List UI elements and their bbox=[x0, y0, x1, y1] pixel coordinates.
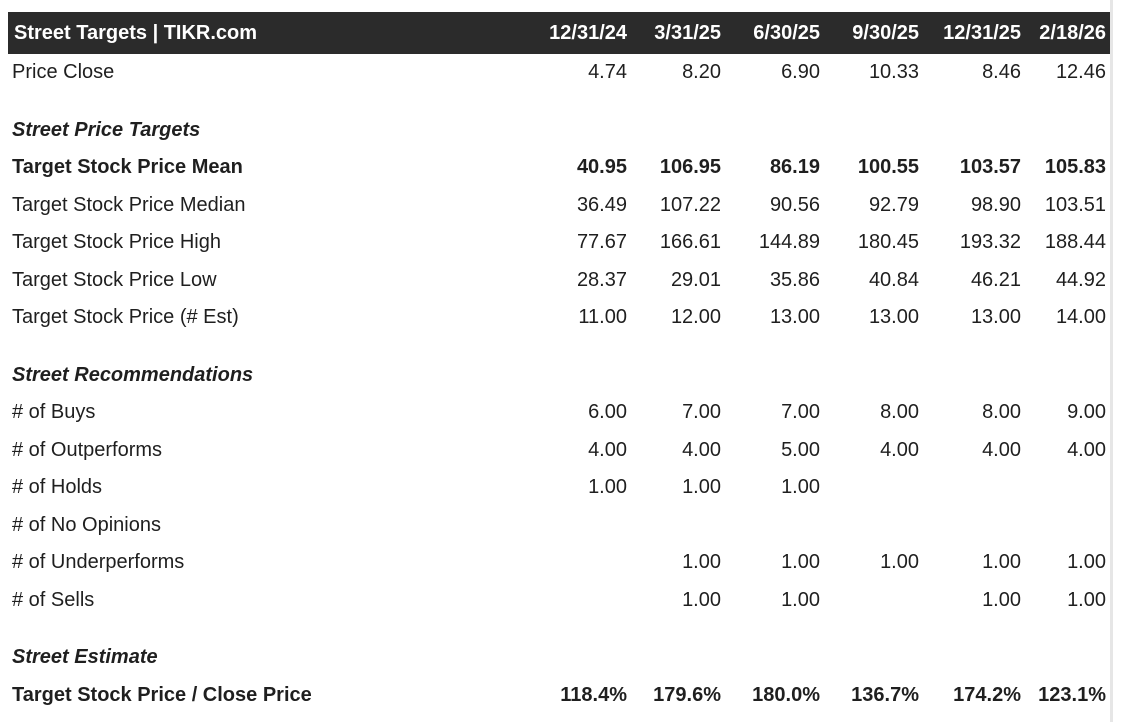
table-title: Street Targets | TIKR.com bbox=[14, 21, 258, 44]
cell-value bbox=[528, 582, 631, 620]
section-title: Street Estimate bbox=[12, 646, 158, 669]
cell-value: 1.00 bbox=[880, 551, 919, 574]
cell-value: 36.49 bbox=[576, 193, 627, 216]
cell-value: 136.7% bbox=[851, 683, 919, 706]
cell-value: 1.00 bbox=[781, 476, 820, 499]
cell-value: 193.32 bbox=[959, 231, 1021, 254]
section-header-estimate bbox=[8, 639, 1110, 677]
cell-value: 106.95 bbox=[659, 156, 721, 179]
cell-value bbox=[824, 507, 923, 545]
table-row-underperforms bbox=[8, 544, 1110, 582]
cell-value: 1.00 bbox=[1067, 551, 1106, 574]
cell-value: 118.4% bbox=[560, 683, 627, 706]
cell-value: 8.46 bbox=[982, 61, 1021, 84]
cell-value bbox=[725, 507, 824, 545]
table-row-target-low bbox=[8, 262, 1110, 300]
row-label: # of Sells bbox=[12, 588, 95, 611]
section-title: Street Price Targets bbox=[12, 118, 201, 141]
cell-value: 92.79 bbox=[868, 193, 919, 216]
cell-value: 40.84 bbox=[868, 268, 919, 291]
table-row-buys bbox=[8, 394, 1110, 432]
section-header-price-targets bbox=[8, 112, 1110, 150]
cell-value: 90.56 bbox=[769, 193, 820, 216]
cell-value bbox=[923, 469, 1025, 507]
date-header[interactable]: 3/31/25 bbox=[654, 21, 721, 44]
cell-value: 28.37 bbox=[576, 268, 627, 291]
cell-value: 8.20 bbox=[682, 61, 721, 84]
cell-value: 174.2% bbox=[953, 683, 1021, 706]
row-label: # of No Opinions bbox=[12, 513, 161, 536]
row-label: Target Stock Price Low bbox=[12, 268, 217, 291]
cell-value: 7.00 bbox=[781, 401, 820, 424]
cell-value: 13.00 bbox=[769, 306, 820, 329]
table-row-target-high bbox=[8, 224, 1110, 262]
cell-value: 100.55 bbox=[857, 156, 919, 179]
cell-value: 40.95 bbox=[576, 156, 627, 179]
row-label: Price Close bbox=[12, 61, 115, 84]
cell-value: 4.00 bbox=[682, 438, 721, 461]
cell-value: 1.00 bbox=[982, 551, 1021, 574]
table-row-sells bbox=[8, 582, 1110, 620]
cell-value bbox=[824, 469, 923, 507]
row-label: # of Underperforms bbox=[12, 551, 185, 574]
cell-value bbox=[528, 544, 631, 582]
cell-value: 1.00 bbox=[682, 476, 721, 499]
cell-value: 180.0% bbox=[752, 683, 820, 706]
cell-value: 35.86 bbox=[769, 268, 820, 291]
table-row-target-close-ratio bbox=[8, 677, 1110, 715]
cell-value: 188.44 bbox=[1044, 231, 1106, 254]
table-row-outperforms bbox=[8, 432, 1110, 470]
cell-value bbox=[1025, 469, 1110, 507]
cell-value: 1.00 bbox=[781, 588, 820, 611]
cell-value: 4.00 bbox=[1067, 438, 1106, 461]
cell-value: 1.00 bbox=[682, 588, 721, 611]
section-title: Street Recommendations bbox=[12, 363, 254, 386]
spacer-row bbox=[8, 619, 1110, 639]
cell-value: 7.00 bbox=[682, 401, 721, 424]
cell-value: 5.00 bbox=[781, 438, 820, 461]
date-header[interactable]: 12/31/25 bbox=[943, 21, 1021, 44]
table-row-target-est bbox=[8, 299, 1110, 337]
cell-value: 105.83 bbox=[1044, 156, 1106, 179]
cell-value: 1.00 bbox=[982, 588, 1021, 611]
cell-value bbox=[631, 507, 725, 545]
row-label: # of Holds bbox=[12, 476, 103, 499]
cell-value: 1.00 bbox=[682, 551, 721, 574]
row-label: Target Stock Price (# Est) bbox=[12, 306, 239, 329]
cell-value: 1.00 bbox=[781, 551, 820, 574]
cell-value bbox=[528, 507, 631, 545]
cell-value: 166.61 bbox=[659, 231, 721, 254]
cell-value: 98.90 bbox=[970, 193, 1021, 216]
table-row-price-close bbox=[8, 54, 1110, 92]
cell-value: 46.21 bbox=[970, 268, 1021, 291]
cell-value: 103.57 bbox=[959, 156, 1021, 179]
cell-value: 4.00 bbox=[880, 438, 919, 461]
cell-value: 14.00 bbox=[1055, 306, 1106, 329]
spacer-row bbox=[8, 337, 1110, 357]
cell-value: 107.22 bbox=[659, 193, 721, 216]
cell-value: 103.51 bbox=[1044, 193, 1106, 216]
cell-value: 11.00 bbox=[578, 306, 627, 329]
date-header[interactable]: 2/18/26 bbox=[1039, 21, 1106, 44]
table-row-target-mean bbox=[8, 149, 1110, 187]
cell-value: 8.00 bbox=[880, 401, 919, 424]
cell-value: 6.90 bbox=[781, 61, 820, 84]
cell-value: 179.6% bbox=[653, 683, 721, 706]
row-label: Target Stock Price Median bbox=[12, 193, 246, 216]
cell-value: 180.45 bbox=[857, 231, 919, 254]
spacer-row bbox=[8, 92, 1110, 112]
cell-value bbox=[1025, 507, 1110, 545]
table-row-holds bbox=[8, 469, 1110, 507]
table-row-target-median bbox=[8, 187, 1110, 225]
date-header[interactable]: 6/30/25 bbox=[753, 21, 820, 44]
cell-value bbox=[824, 582, 923, 620]
cell-value: 77.67 bbox=[576, 231, 627, 254]
scrollbar-track bbox=[1110, 0, 1113, 722]
table-header-row bbox=[8, 12, 1110, 54]
cell-value: 4.00 bbox=[588, 438, 627, 461]
cell-value: 86.19 bbox=[769, 156, 820, 179]
cell-value: 9.00 bbox=[1067, 401, 1106, 424]
cell-value bbox=[923, 507, 1025, 545]
row-label: Target Stock Price Mean bbox=[12, 156, 243, 179]
cell-value: 44.92 bbox=[1055, 268, 1106, 291]
cell-value: 29.01 bbox=[670, 268, 721, 291]
cell-value: 1.00 bbox=[588, 476, 627, 499]
cell-value: 123.1% bbox=[1038, 683, 1106, 706]
row-label: Target Stock Price High bbox=[12, 231, 221, 254]
row-label: # of Outperforms bbox=[12, 438, 163, 461]
cell-value: 4.74 bbox=[588, 61, 627, 84]
cell-value: 10.33 bbox=[868, 61, 919, 84]
row-label: # of Buys bbox=[12, 401, 96, 424]
table-row-no-opinions bbox=[8, 507, 1110, 545]
cell-value: 6.00 bbox=[588, 401, 627, 424]
cell-value: 4.00 bbox=[982, 438, 1021, 461]
street-targets-table bbox=[8, 12, 1110, 714]
cell-value: 144.89 bbox=[758, 231, 820, 254]
cell-value: 13.00 bbox=[868, 306, 919, 329]
cell-value: 1.00 bbox=[1067, 588, 1106, 611]
date-header[interactable]: 12/31/24 bbox=[549, 21, 627, 44]
cell-value: 8.00 bbox=[982, 401, 1021, 424]
cell-value: 13.00 bbox=[970, 306, 1021, 329]
date-header[interactable]: 9/30/25 bbox=[852, 21, 919, 44]
section-header-recommendations bbox=[8, 357, 1110, 395]
row-label: Target Stock Price / Close Price bbox=[12, 683, 312, 706]
cell-value: 12.46 bbox=[1055, 61, 1106, 84]
cell-value: 12.00 bbox=[670, 306, 721, 329]
